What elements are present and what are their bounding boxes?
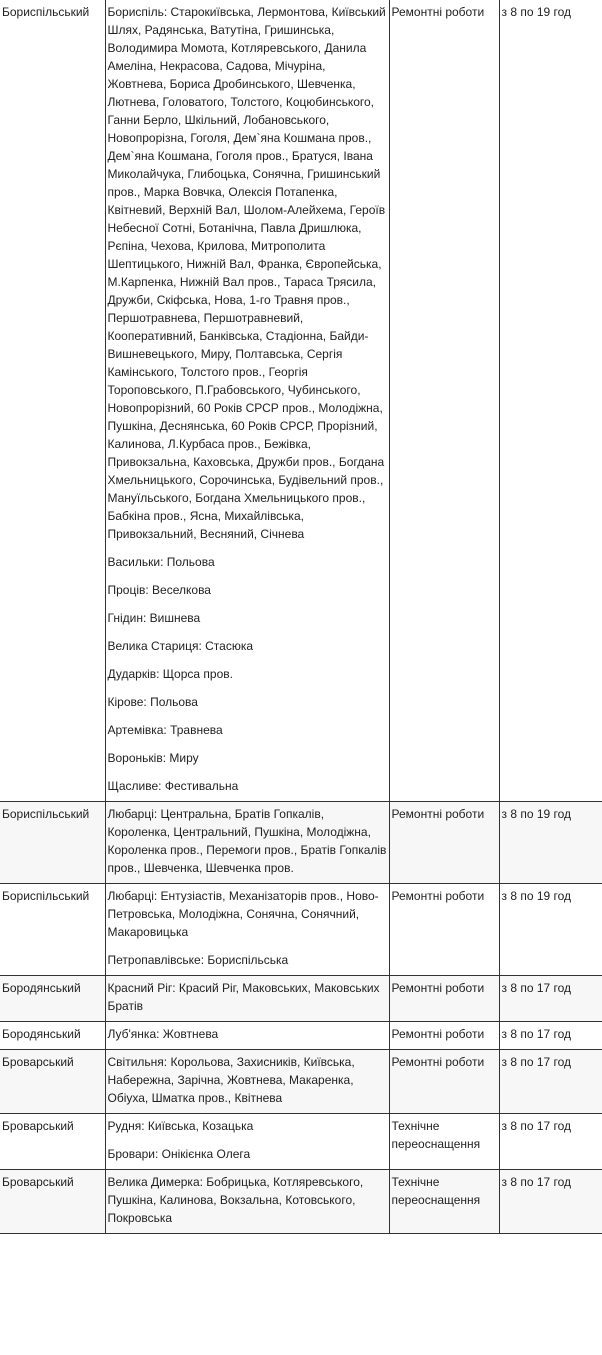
location-entry: Гнідин: Вишнева bbox=[107, 611, 201, 625]
location-entry: Велика Димерка: Бобрицька, Котляревського, Пушкіна, Калинова, Вокзальна, Котовського, Покровська bbox=[107, 1175, 364, 1225]
table-row bbox=[0, 802, 602, 884]
locations-cell bbox=[105, 884, 389, 976]
table-row bbox=[0, 1170, 602, 1234]
district-cell: Бородянський bbox=[0, 976, 105, 1022]
locations-cell bbox=[105, 802, 389, 884]
work-type-cell: Ремонтні роботи bbox=[389, 802, 499, 884]
work-type-cell: Ремонтні роботи bbox=[389, 0, 499, 802]
locations-cell bbox=[105, 1114, 389, 1170]
table-row bbox=[0, 1050, 602, 1114]
district-cell: Броварський bbox=[0, 1050, 105, 1114]
location-entry: Любарці: Центральна, Братів Гопкалів, Короленка, Центральний, Пушкіна, Молодіжна, Короленка пров., Перемоги пров., Братів Гопкалів пров., Шевченка, Шевченка пров. bbox=[107, 807, 387, 875]
district-cell: Бориспільський bbox=[0, 884, 105, 976]
time-cell: з 8 по 17 год bbox=[499, 1050, 602, 1114]
work-type-cell: Ремонтні роботи bbox=[389, 1022, 499, 1050]
time-cell: з 8 по 19 год bbox=[499, 884, 602, 976]
location-entry: Красний Ріг: Красий Ріг, Маковських, Маковських Братів bbox=[107, 981, 380, 1013]
table-row bbox=[0, 1022, 602, 1050]
time-cell: з 8 по 17 год bbox=[499, 1170, 602, 1234]
location-entry: Велика Стариця: Стасюка bbox=[107, 639, 254, 653]
location-entry: Петропавлівське: Бориспільська bbox=[107, 953, 289, 967]
location-entry: Світильня: Корольова, Захисників, Київська, Набережна, Зарічна, Жовтнева, Макаренка, Обіуха, Шматка пров., Квітнева bbox=[107, 1055, 355, 1105]
district-cell: Броварський bbox=[0, 1170, 105, 1234]
location-entry: Любарці: Ентузіастів, Механізаторів пров., Ново-Петровська, Молодіжна, Сонячна, Сонячний, Макаровицька bbox=[107, 889, 379, 939]
location-entry: Бровари: Онікієнка Олега bbox=[107, 1147, 251, 1161]
location-entry: Кірове: Польова bbox=[107, 695, 198, 709]
locations-cell bbox=[105, 0, 389, 802]
time-cell: з 8 по 19 год bbox=[499, 802, 602, 884]
table-row bbox=[0, 884, 602, 976]
time-cell: з 8 по 17 год bbox=[499, 1114, 602, 1170]
location-entry: Щасливе: Фестивальна bbox=[107, 779, 239, 793]
time-cell: з 8 по 19 год bbox=[499, 0, 602, 802]
work-type-cell: Ремонтні роботи bbox=[389, 976, 499, 1022]
work-type-cell: Технічне переоснащення bbox=[389, 1170, 499, 1234]
location-entry: Луб'янка: Жовтнева bbox=[107, 1027, 219, 1041]
work-type-cell: Ремонтні роботи bbox=[389, 1050, 499, 1114]
table-row bbox=[0, 1114, 602, 1170]
location-entry: Вороньків: Миру bbox=[107, 751, 199, 765]
locations-cell bbox=[105, 1050, 389, 1114]
time-cell: з 8 по 17 год bbox=[499, 976, 602, 1022]
locations-cell bbox=[105, 1022, 389, 1050]
locations-cell bbox=[105, 976, 389, 1022]
work-type-cell: Ремонтні роботи bbox=[389, 884, 499, 976]
locations-cell bbox=[105, 1170, 389, 1234]
location-entry: Бориспіль: Старокиївська, Лермонтова, Київський Шлях, Радянська, Ватутіна, Гришинська, Володимира Момота, Котляревського, Данила Амеліна, Некрасова, Садова, Мічуріна, Жовтнева, Бориса Дробинського, Шевченка, Лютнева, Головатого, Толстого, Коцюбинського, Ганни Берло, Шкільний, Лобановського, Новопрорізна, Гоголя, Дем`яна Кошмана пров., Дем`яна Кошмана, Гоголя пров., Братуся, Івана Миколайчука, Глибоцька, Сонячна, Гришинський пров., Марка Вовчка, Олексія Потапенка, Квітневий, Верхній Вал, Шолом-Алейхема, Героїв Небесної Сотні, Ботанічна, Павла Дришлюка, Рєпіна, Чехова, Крилова, Митрополита Шептицького, Нижній Вал, Франка, Європейська, М.Карпенка, Нижній Вал пров., Тараса Трясила, Дружби, Скіфська, Нова, 1-го Травня пров., Першотравнева, Першотравневий, Кооперативний, Банківська, Стадіонна, Байди-Вишневецького, Миру, Полтавська, Сергія Камінського, Толстого пров., Георгія Тороповського, П.Грабовського, Чубинського, Новопрорізний, 60 Років СРСР пров., Молодіжна, Пушкіна, Деснянська, 60 Років СРСР, Прорізний, Калинова, Л.Курбаса пров., Бежівка, Привокзальна, Каховська, Дружби пров., Богдана Хмельницького, Сорочинська, Будівельний пров., Мануїльського, Богдана Хмельницького пров., Бабкіна пров., Ясна, Михайлівська, Привокзальний, Весняний, Січнева bbox=[107, 5, 386, 541]
district-cell: Бородянський bbox=[0, 1022, 105, 1050]
location-entry: Артемівка: Травнева bbox=[107, 723, 223, 737]
district-cell: Бориспільський bbox=[0, 802, 105, 884]
location-entry: Проців: Веселкова bbox=[107, 583, 211, 597]
time-cell: з 8 по 17 год bbox=[499, 1022, 602, 1050]
work-type-cell: Технічне переоснащення bbox=[389, 1114, 499, 1170]
location-entry: Дударків: Щорса пров. bbox=[107, 667, 233, 681]
location-entry: Васильки: Польова bbox=[107, 555, 215, 569]
table-row bbox=[0, 976, 602, 1022]
district-cell: Бориспільський bbox=[0, 0, 105, 802]
district-cell: Броварський bbox=[0, 1114, 105, 1170]
location-entry: Рудня: Київська, Козацька bbox=[107, 1119, 254, 1133]
